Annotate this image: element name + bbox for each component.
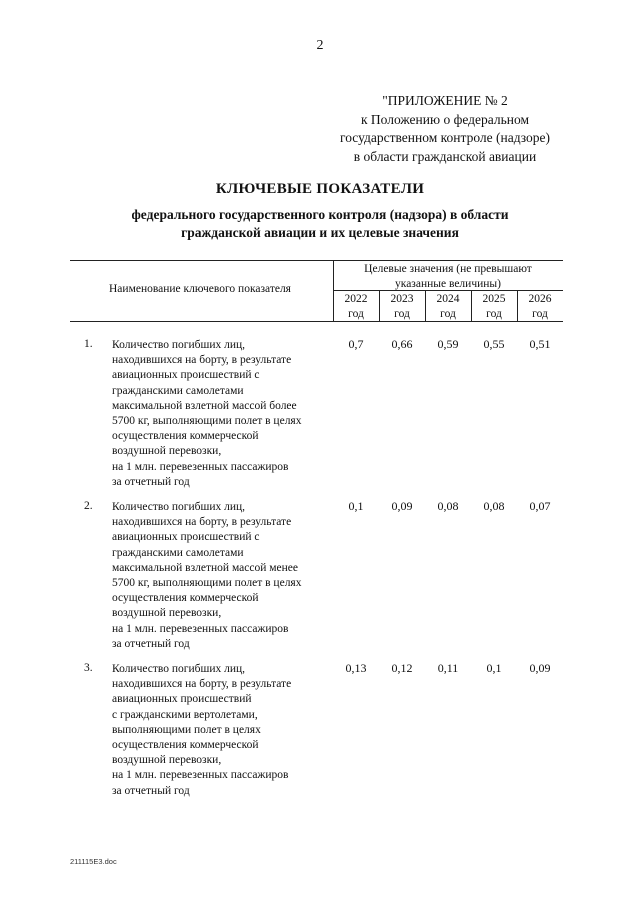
- description-line: Количество погибших лиц,: [112, 339, 246, 351]
- value-2026: 0,09: [529, 661, 551, 675]
- description-line: находившихся на борту, в результате: [112, 516, 292, 529]
- year-label: 2026: [528, 293, 552, 305]
- description-line: с гражданскими вертолетами,: [112, 708, 258, 721]
- value-2026: 0,51: [529, 337, 551, 351]
- table-header-targets: [333, 262, 563, 292]
- description-line: максимальной взлетной массой менее: [112, 561, 298, 574]
- year-header-2025: [471, 292, 517, 322]
- footer-filename: 211115E3.doc: [70, 857, 117, 866]
- appendix-line: в области гражданской авиации: [353, 148, 537, 164]
- description-line: осуществления коммерческой: [112, 739, 259, 752]
- description-line: на 1 млн. перевезенных пассажиров: [112, 769, 289, 782]
- subtitle-line: федерального государственного контроля (надзора) в области: [131, 207, 509, 222]
- year-header-2022: [333, 292, 379, 322]
- year-label: 2024: [436, 293, 460, 305]
- description-line: осуществления коммерческой: [112, 430, 259, 443]
- year-header-2026: [517, 292, 563, 322]
- year-unit: год: [394, 308, 410, 320]
- year-label: 2023: [390, 293, 414, 305]
- row-description: [112, 338, 332, 490]
- value-2026: 0,07: [529, 499, 551, 513]
- value-2022: 0,1: [348, 499, 364, 513]
- year-unit: год: [440, 308, 456, 320]
- subtitle-line: гражданской авиации и их целевые значения: [181, 225, 459, 240]
- row-number: 2.: [84, 500, 93, 512]
- description-line: за отчетный год: [112, 475, 190, 488]
- row-description: [112, 662, 332, 799]
- year-unit: год: [532, 308, 548, 320]
- year-unit: год: [348, 308, 364, 320]
- description-line: максимальной взлетной массой более: [112, 399, 297, 412]
- description-line: выполняющими полет в целях: [112, 723, 261, 736]
- year-unit: год: [486, 308, 502, 320]
- value-2023: 0,66: [391, 337, 413, 351]
- document-title: КЛЮЧЕВЫЕ ПОКАЗАТЕЛИ: [215, 181, 425, 197]
- description-line: за отчетный год: [112, 637, 190, 650]
- description-line: воздушной перевозки,: [112, 445, 222, 458]
- description-line: на 1 млн. перевезенных пассажиров: [112, 622, 289, 635]
- value-2025: 0,08: [483, 499, 505, 513]
- table-top-rule: [70, 260, 563, 261]
- value-2025: 0,1: [486, 661, 502, 675]
- description-line: за отчетный год: [112, 784, 190, 797]
- document-subtitle: [60, 206, 580, 242]
- description-line: авиационных происшествий: [112, 693, 252, 706]
- value-2024: 0,08: [437, 499, 459, 513]
- value-2024: 0,11: [437, 661, 459, 675]
- value-2025: 0,55: [483, 337, 505, 351]
- description-line: 5700 кг, выполняющими полет в целях: [112, 577, 302, 590]
- description-line: воздушной перевозки,: [112, 754, 222, 767]
- description-line: авиационных происшествий с: [112, 369, 260, 382]
- value-2022: 0,7: [348, 337, 364, 351]
- description-line: гражданскими самолетами: [112, 384, 244, 397]
- value-2023: 0,09: [391, 499, 413, 513]
- description-line: Количество погибших лиц,: [112, 663, 246, 675]
- description-line: находившихся на борту, в результате: [112, 678, 292, 691]
- value-2022: 0,13: [345, 661, 367, 675]
- row-number: 3.: [84, 662, 93, 674]
- description-line: авиационных происшествий с: [112, 531, 260, 544]
- year-header-2023: [379, 292, 425, 322]
- year-header-2024: [425, 292, 471, 322]
- value-2023: 0,12: [391, 661, 413, 675]
- description-line: осуществления коммерческой: [112, 592, 259, 605]
- appendix-line: к Положению о федеральном: [360, 111, 530, 127]
- header-line: указанные величины): [395, 278, 501, 290]
- description-line: находившихся на борту, в результате: [112, 354, 292, 367]
- year-label: 2022: [344, 293, 368, 305]
- description-line: воздушной перевозки,: [112, 607, 222, 620]
- appendix-block: [300, 92, 590, 166]
- table-header-name: Наименование ключевого показателя: [109, 283, 291, 295]
- description-line: гражданскими самолетами: [112, 546, 244, 559]
- year-label: 2025: [482, 293, 506, 305]
- header-line: Целевые значения (не превышают: [364, 263, 532, 275]
- appendix-line: "ПРИЛОЖЕНИЕ № 2: [382, 93, 508, 108]
- appendix-line: государственном контроле (надзоре): [340, 130, 550, 145]
- value-2024: 0,59: [437, 337, 459, 351]
- description-line: 5700 кг, выполняющими полет в целях: [112, 415, 302, 428]
- description-line: Количество погибших лиц,: [112, 501, 246, 513]
- row-number: 1.: [84, 338, 93, 350]
- description-line: на 1 млн. перевезенных пассажиров: [112, 460, 289, 473]
- row-description: [112, 500, 332, 652]
- page-number: 2: [316, 38, 324, 53]
